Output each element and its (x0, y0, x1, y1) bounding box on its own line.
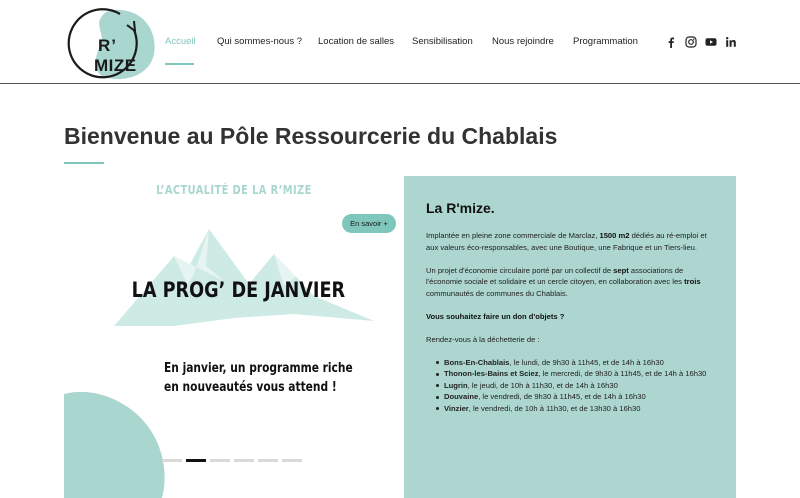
list-item (436, 380, 714, 392)
title-underline (64, 162, 104, 164)
slide-kicker: L’ACTUALITÉ DE LA R’MIZE (156, 183, 312, 197)
list-item (436, 391, 714, 403)
list-item (436, 357, 714, 369)
nav-item-programmation[interactable]: Programmation (573, 36, 638, 47)
location-hours: , le lundi, de 9h30 à 11h45, et de 14h à 16h30 (509, 357, 664, 367)
slide-text-line2: en nouveautés vous attend ! (164, 380, 337, 395)
youtube-icon[interactable] (705, 36, 717, 48)
info-question-text: Vous souhaitez faire un don d'objets ? (426, 311, 565, 321)
nav-item-nous-rejoindre[interactable]: Nous rejoindre (492, 36, 554, 47)
info-paragraph-1 (426, 230, 714, 253)
facebook-icon[interactable] (665, 36, 677, 48)
info-title: La R'mize. (426, 200, 495, 216)
location-name: Bons-En-Chablais (444, 357, 510, 367)
location-name: Lugrin (444, 380, 468, 390)
site-header (0, 0, 800, 84)
slide-heading: LA PROG’ DE JANVIER (131, 278, 346, 302)
info-paragraph-2 (426, 265, 714, 300)
slide-text-line1: En janvier, un programme riche (164, 361, 353, 376)
info-p1-text-c: dédiés au ré-emploi et aux valeurs éco-responsables, avec une Boutique, une Fabrique et un Tiers-lieu. (426, 231, 707, 252)
nav-item-location-de-salles[interactable]: Location de salles (318, 36, 395, 47)
nav-item-accueil[interactable]: Accueil (165, 36, 196, 47)
slider-dots (162, 459, 302, 462)
nav-item-qui-sommes-nous[interactable]: Qui sommes-nous ? (217, 36, 303, 47)
info-p2-text-c: associations de l'économie sociale et solidaire et un cercle citoyen, en collaboration avec les (426, 265, 685, 286)
info-question (426, 311, 714, 323)
location-name: Vinzier (444, 403, 469, 413)
rmize-info-panel (404, 176, 736, 498)
slider-dot-active[interactable] (186, 459, 206, 462)
location-hours: , le mercredi, de 9h30 à 11h45, et de 14h à 16h30 (538, 369, 707, 378)
info-intro: Rendez-vous à la déchetterie de : (426, 334, 540, 344)
linkedin-icon[interactable] (725, 36, 737, 48)
rmize-logo[interactable] (64, 6, 158, 82)
en-savoir-button[interactable]: En savoir + (342, 214, 396, 233)
logo-text-r: R’ (98, 36, 117, 55)
location-name: Thonon-les-Bains et Sciez (444, 369, 539, 378)
nav-item-sensibilisation[interactable]: Sensibilisation (412, 36, 473, 47)
slider-dot[interactable] (162, 459, 182, 462)
page-title: Bienvenue au Pôle Ressourcerie du Chablais (64, 123, 558, 149)
list-item (436, 368, 714, 380)
info-p2-text-e: communautés de communes du Chablais. (426, 288, 568, 298)
info-p2-bold-trois: trois (684, 277, 701, 286)
info-p1-text-a: Implantée en pleine zone commerciale de Marclaz, (426, 231, 600, 240)
location-hours: , le jeudi, de 10h à 11h30, et de 14h à 16h30 (467, 380, 618, 390)
slider-dot[interactable] (258, 459, 278, 462)
info-p2-bold-sept: sept (613, 265, 629, 275)
instagram-icon[interactable] (685, 36, 697, 48)
slider-dot[interactable] (234, 459, 254, 462)
list-item (436, 403, 714, 415)
slide-text (164, 359, 353, 397)
news-slider[interactable] (64, 176, 404, 498)
location-hours: , le vendredi, de 9h30 à 11h45, et de 14h à 16h30 (478, 392, 646, 401)
active-nav-indicator (165, 63, 194, 65)
location-name: Douvaine (444, 392, 479, 401)
slider-dot[interactable] (210, 459, 230, 462)
slider-dot[interactable] (282, 459, 302, 462)
location-hours: , le vendredi, de 10h à 11h30, et de 13h30 à 16h30 (468, 403, 641, 413)
info-p1-bold: 1500 m2 (599, 231, 630, 240)
info-p2-text-a: Un projet d'économie circulaire porté par un collectif de (426, 265, 614, 275)
logo-text-mize: MIZE (94, 56, 137, 75)
location-list (436, 357, 714, 415)
